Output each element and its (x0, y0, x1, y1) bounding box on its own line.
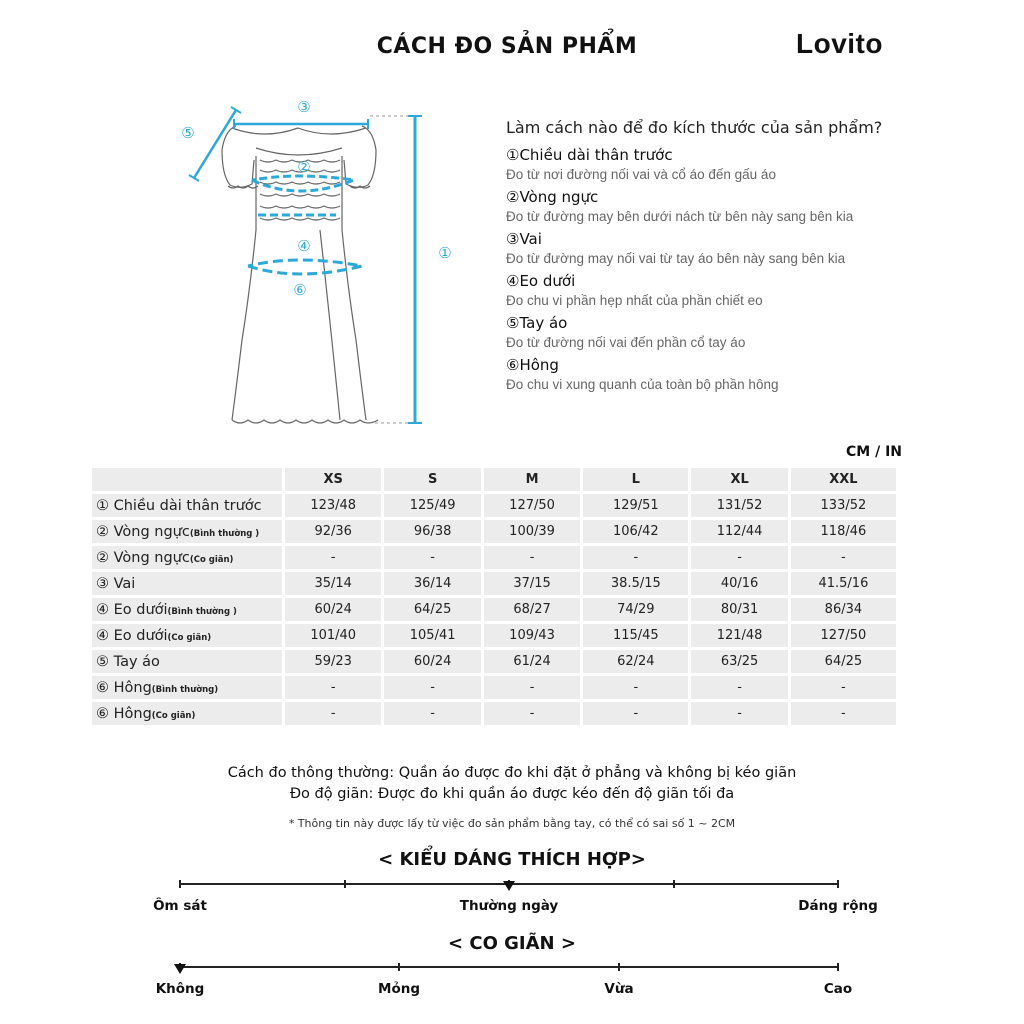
row-label (92, 572, 282, 595)
guide-item (506, 229, 926, 269)
stretch-scale-label: Vừa (604, 981, 634, 997)
size-cell: 64/25 (384, 598, 480, 621)
table-row (92, 520, 896, 543)
size-cell: - (384, 546, 480, 569)
size-cell: - (484, 676, 580, 699)
size-cell: 80/31 (691, 598, 787, 621)
size-cell: - (384, 702, 480, 725)
size-cell: - (691, 676, 787, 699)
size-cell: 40/16 (691, 572, 787, 595)
row-label (92, 650, 282, 673)
size-column-header: XXL (791, 468, 896, 491)
size-cell: 101/40 (285, 624, 381, 647)
guide-question: Làm cách nào để đo kích thước của sản phẩm? (506, 118, 883, 137)
marker-4: ④ (297, 237, 311, 255)
table-row (92, 598, 896, 621)
table-row (92, 676, 896, 699)
fit-scale (153, 883, 878, 923)
size-cell: - (583, 702, 688, 725)
guide-item-label: ①Chiều dài thân trước (506, 146, 673, 164)
row-label-text: ⑥ Hông (96, 679, 152, 696)
stretch-scale-tick (837, 963, 839, 971)
table-corner (92, 468, 282, 491)
stretch-scale-marker (174, 964, 186, 974)
row-label-text: ⑥ Hông (96, 705, 152, 722)
size-cell: 115/45 (583, 624, 688, 647)
size-cell: 127/50 (791, 624, 896, 647)
guide-item (506, 355, 926, 395)
guide-item (506, 313, 926, 353)
guide-item (506, 271, 926, 311)
size-cell: 92/36 (285, 520, 381, 543)
size-cell: - (791, 702, 896, 725)
normal-measure-note: Cách đo thông thường: Quần áo được đo khi đặt ở phẳng và không bị kéo giãn (227, 765, 797, 781)
stretch-scale-line (180, 966, 838, 968)
guide-item-label: ④Eo dưới (506, 272, 576, 290)
size-cell: - (583, 676, 688, 699)
row-label (92, 598, 282, 621)
stretch-scale-label: Mỏng (378, 981, 420, 997)
size-column-header: S (384, 468, 480, 491)
row-label-text: ③ Vai (96, 575, 136, 592)
dress-illustration (170, 90, 470, 435)
size-cell: 63/25 (691, 650, 787, 673)
table-row (92, 702, 896, 725)
size-column-header: XS (285, 468, 381, 491)
marker-5: ⑤ (181, 124, 195, 142)
size-cell: 106/42 (583, 520, 688, 543)
marker-6: ⑥ (293, 281, 307, 299)
row-label-text: ④ Eo dưới (96, 627, 168, 644)
guide-item-label: ⑥Hông (506, 356, 559, 374)
table-row (92, 572, 896, 595)
row-label-text: ⑤ Tay áo (96, 653, 160, 670)
fit-scale-tick (179, 880, 181, 888)
measure-guide (506, 118, 926, 397)
size-cell: 60/24 (384, 650, 480, 673)
marker-1: ① (438, 244, 452, 262)
row-label-text: ④ Eo dưới (96, 601, 168, 618)
fit-scale-label: Ôm sát (153, 898, 207, 914)
fit-scale-tick (344, 880, 346, 888)
row-label-qualifier: (Bình thường ) (167, 606, 237, 617)
size-cell: - (583, 546, 688, 569)
size-cell: 96/38 (384, 520, 480, 543)
fit-scale-tick (673, 880, 675, 888)
size-cell: 59/23 (285, 650, 381, 673)
table-row (92, 650, 896, 673)
size-cell: 112/44 (691, 520, 787, 543)
size-cell: 86/34 (791, 598, 896, 621)
row-label (92, 520, 282, 543)
dress-diagram (170, 90, 470, 435)
size-cell: 60/24 (285, 598, 381, 621)
size-cell: 38.5/15 (583, 572, 688, 595)
size-cell: 129/51 (583, 494, 688, 517)
stretch-measure-note: Đo độ giãn: Được đo khi quần áo được kéo đến độ giãn tối đa (289, 786, 735, 802)
page-title: CÁCH ĐO SẢN PHẨM (376, 34, 638, 59)
guide-item-desc: Đo từ đường may nối vai từ tay áo bên này sang bên kia (506, 251, 846, 266)
marker-3: ③ (297, 98, 311, 116)
stretch-scale-tick (398, 963, 400, 971)
guide-item-desc: Đo chu vi xung quanh của toàn bộ phần hông (506, 377, 779, 392)
size-cell: 68/27 (484, 598, 580, 621)
guide-item-label: ⑤Tay áo (506, 314, 568, 332)
size-cell: - (691, 546, 787, 569)
size-cell: - (791, 676, 896, 699)
size-cell: 109/43 (484, 624, 580, 647)
size-column-header: XL (691, 468, 787, 491)
size-cell: 36/14 (384, 572, 480, 595)
row-label (92, 676, 282, 699)
table-row (92, 624, 896, 647)
size-cell: 41.5/16 (791, 572, 896, 595)
size-header-row (92, 468, 896, 491)
guide-item (506, 145, 926, 185)
size-cell: 123/48 (285, 494, 381, 517)
guide-item-desc: Đo chu vi phần hẹp nhất của phần chiết eo (506, 293, 763, 308)
size-cell: - (285, 702, 381, 725)
fit-scale-tick (837, 880, 839, 888)
size-cell: 35/14 (285, 572, 381, 595)
row-label (92, 624, 282, 647)
size-cell: - (285, 546, 381, 569)
size-cell: 133/52 (791, 494, 896, 517)
table-row (92, 494, 896, 517)
size-cell: - (384, 676, 480, 699)
row-label-qualifier: (Bình thường) (151, 684, 219, 695)
row-label-text: ② Vòng ngực (96, 549, 190, 566)
guide-item-desc: Đo từ đường nối vai đến phần cổ tay áo (506, 335, 746, 350)
size-table (89, 465, 899, 728)
size-cell: 61/24 (484, 650, 580, 673)
fit-scale-marker (503, 881, 515, 891)
row-label-text: ① Chiều dài thân trước (96, 497, 262, 514)
fit-scale-label: Thường ngày (459, 898, 559, 914)
unit-label: CM / IN (846, 444, 902, 460)
size-cell: 62/24 (583, 650, 688, 673)
stretch-scale (155, 966, 853, 1006)
size-table-body (92, 494, 896, 725)
row-label-text: ② Vòng ngực (96, 523, 190, 540)
disclaimer-note: * Thông tin này được lấy từ việc đo sản phẩm bằng tay, có thể có sai số 1 ~ 2CM (288, 817, 736, 830)
stretch-scale-label: Không (155, 981, 205, 997)
guide-item (506, 187, 926, 227)
size-cell: 127/50 (484, 494, 580, 517)
size-cell: 121/48 (691, 624, 787, 647)
size-cell: 105/41 (384, 624, 480, 647)
fit-scale-label: Dáng rộng (798, 898, 878, 914)
brand-logo: Lovito (796, 28, 883, 59)
row-label-qualifier: (Co giãn) (151, 710, 196, 721)
size-cell: - (791, 546, 896, 569)
size-cell: - (484, 702, 580, 725)
size-cell: - (691, 702, 787, 725)
size-cell: 64/25 (791, 650, 896, 673)
size-column-header: M (484, 468, 580, 491)
size-cell: 74/29 (583, 598, 688, 621)
row-label (92, 702, 282, 725)
table-row (92, 546, 896, 569)
size-cell: 125/49 (384, 494, 480, 517)
row-label-qualifier: (Co giãn) (167, 632, 212, 643)
size-cell: 131/52 (691, 494, 787, 517)
size-cell: 100/39 (484, 520, 580, 543)
guide-item-desc: Đo từ đường may bên dưới nách từ bên này sang bên kia (506, 209, 854, 224)
size-column-header: L (583, 468, 688, 491)
fit-scale-title: < KIỂU DÁNG THÍCH HỢP> (378, 849, 646, 870)
size-cell: 118/46 (791, 520, 896, 543)
stretch-scale-label: Cao (823, 981, 853, 997)
size-cell: 37/15 (484, 572, 580, 595)
guide-item-label: ②Vòng ngực (506, 188, 599, 206)
size-cell: - (484, 546, 580, 569)
marker-2: ② (297, 158, 311, 176)
guide-item-desc: Đo từ nơi đường nối vai và cổ áo đến gấu áo (506, 167, 776, 182)
stretch-scale-tick (618, 963, 620, 971)
stretch-scale-title: < CO GIÃN > (448, 933, 576, 954)
row-label-qualifier: (Bình thường ) (189, 528, 260, 539)
row-label (92, 546, 282, 569)
row-label-qualifier: (Co giãn) (189, 554, 234, 565)
guide-items (506, 145, 926, 395)
guide-item-label: ③Vai (506, 230, 542, 248)
size-cell: - (285, 676, 381, 699)
row-label (92, 494, 282, 517)
